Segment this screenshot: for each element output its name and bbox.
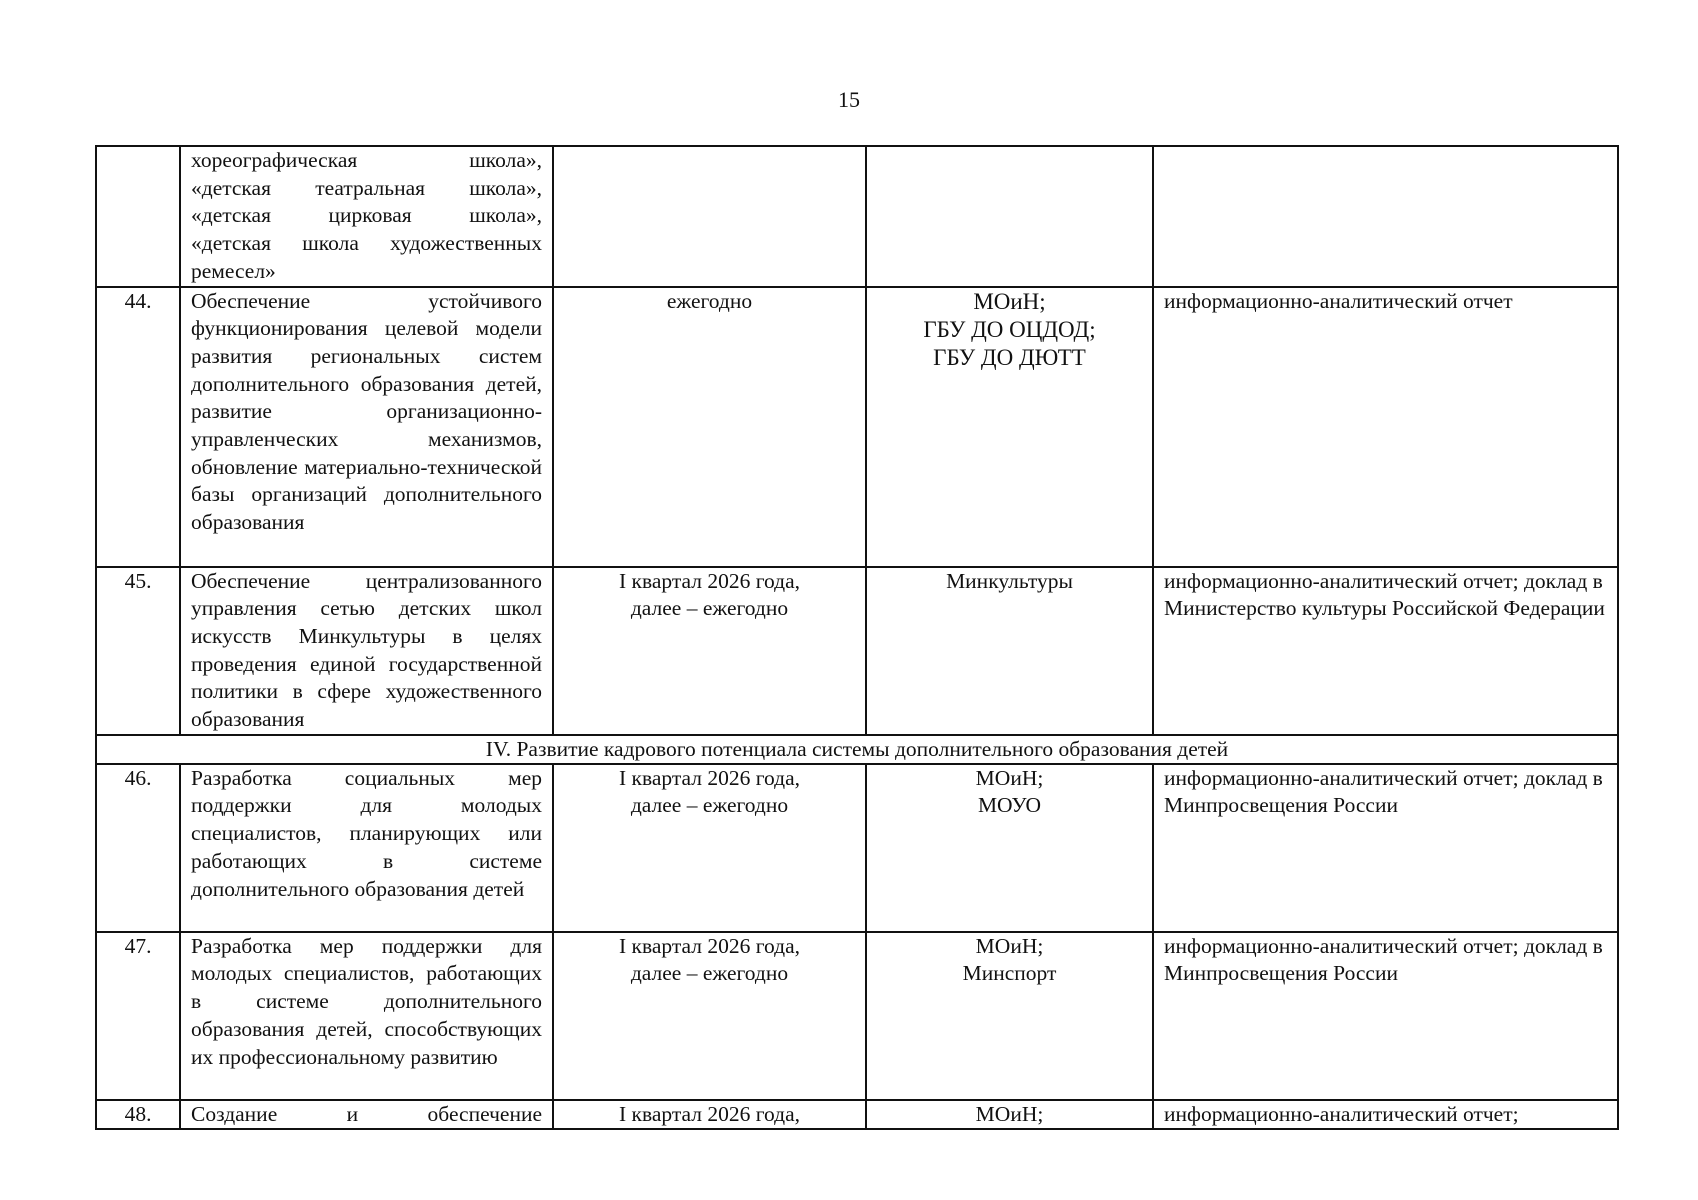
deadline-line: I квартал 2026 года, [619,933,800,958]
row-result: информационно-аналитический отчет; доклад в Министерство культуры Российской Федерации [1153,567,1618,735]
row-result [1153,146,1618,287]
table-row [96,764,1618,932]
deadline-line: I квартал 2026 года, [619,568,800,593]
row-responsible [866,1100,1153,1130]
row-responsible [866,287,1153,567]
responsible-line: МОиН; [975,1101,1044,1126]
row-deadline [553,146,866,287]
page-number: 15 [838,87,860,112]
row-number: 47. [96,932,180,1100]
action-line: «детская театральная школа», [191,175,542,200]
row-result: информационно-аналитический отчет; [1153,1100,1618,1130]
row-action: Создание и обеспечение [180,1100,553,1130]
deadline-line: далее – ежегодно [630,596,789,621]
row-responsible [866,764,1153,932]
row-result: информационно-аналитический отчет [1153,287,1618,567]
table-row [96,146,1618,287]
section-row [96,735,1618,764]
row-deadline: ежегодно [553,287,866,567]
responsible-line: Минспорт [962,961,1057,986]
row-number: 48. [96,1100,180,1130]
table-row [96,1100,1618,1130]
row-action: Обеспечение устойчивого функционирования целевой модели развития региональных систем дополнительного образования детей, развитие организационно-управленческих механизмов, обновление материально-технической базы организаций дополнительного образования [180,287,553,567]
section-heading: IV. Развитие кадрового потенциала системы дополнительного образования детей [96,735,1618,764]
responsible-line: ГБУ ДО ОЦДОД; [923,316,1096,342]
responsible-line: Минкультуры [946,568,1073,593]
table-row [96,567,1618,735]
row-number: 45. [96,567,180,735]
row-number: 46. [96,764,180,932]
row-action: Обеспечение централизованного управления сетью детских школ искусств Минкультуры в целях проведения единой государственной политики в сфере художественного образования [180,567,553,735]
table-row [96,932,1618,1100]
action-line: ремесел» [191,258,276,283]
row-number [96,146,180,287]
deadline-line: I квартал 2026 года, [619,1101,800,1126]
row-deadline [553,1100,866,1130]
action-line: «детская цирковая школа», [191,203,542,228]
responsible-line: МОУО [977,793,1042,818]
responsible-line: МОиН; [975,933,1044,958]
row-action [180,146,553,287]
row-action: Разработка мер поддержки для молодых специалистов, работающих в системе дополнительного образования детей, способствующих их профессиональному развитию [180,932,553,1100]
measures-table [95,145,1619,1130]
responsible-line: ГБУ ДО ДЮТТ [933,344,1086,370]
row-deadline [553,764,866,932]
row-action: Разработка социальных мер поддержки для молодых специалистов, планирующих или работающих в системе дополнительного образования детей [180,764,553,932]
row-responsible [866,567,1153,735]
row-responsible [866,932,1153,1100]
action-line: «детская школа художественных [191,231,542,256]
row-result: информационно-аналитический отчет; доклад в Минпросвещения России [1153,932,1618,1100]
responsible-line: МОиН; [973,288,1046,314]
row-responsible [866,146,1153,287]
table-row [96,287,1618,567]
responsible-line: МОиН; [975,765,1044,790]
row-result: информационно-аналитический отчет; доклад в Минпросвещения России [1153,764,1618,932]
action-line: хореографическая школа», [191,148,542,172]
deadline-line: далее – ежегодно [630,793,789,818]
row-deadline [553,567,866,735]
row-number: 44. [96,287,180,567]
deadline-line: далее – ежегодно [630,961,789,986]
deadline-line: I квартал 2026 года, [619,765,800,790]
row-deadline [553,932,866,1100]
